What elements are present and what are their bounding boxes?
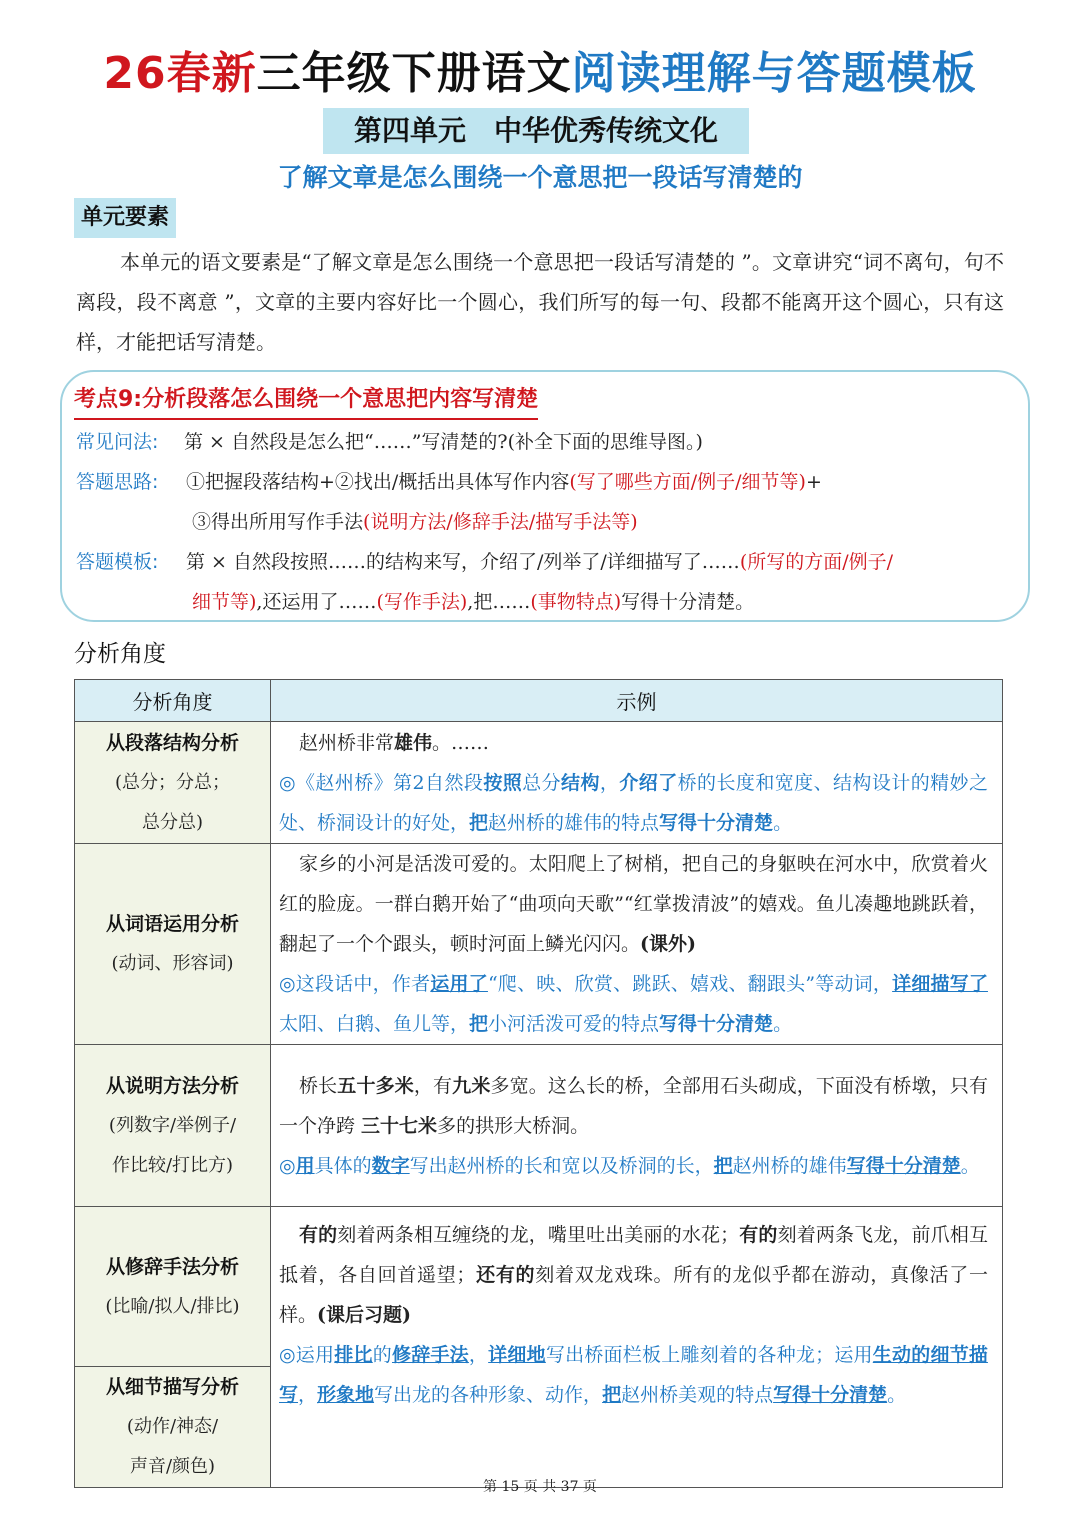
idea-plus: + — [805, 471, 822, 493]
angle-cell — [75, 844, 271, 1045]
table-row — [75, 722, 1003, 844]
angle-heading: 分析角度 — [74, 641, 166, 667]
section-label: 单元要素 — [74, 198, 176, 238]
angle-sub: (动词、形容词) — [111, 953, 234, 974]
template-note-red-4: (事物特点) — [530, 591, 622, 613]
angle-cell — [75, 1045, 271, 1207]
title-part-red: 26春新 — [103, 48, 257, 99]
angle-sub: (列数字/举例子/ — [108, 1114, 237, 1136]
example-cell — [271, 722, 1003, 844]
analysis-text: ◎用具体的数字写出赵州桥的长和宽以及桥洞的长，把赵州桥的雄伟写得十分清楚。 — [279, 1154, 980, 1177]
angle-sub: (比喻/拟人/排比) — [105, 1295, 240, 1317]
template-note-red-3: (写作手法) — [376, 591, 468, 613]
example-text: 家乡的小河是活泼可爱的。太阳爬上了树梢，把自己的身躯映在河水中，欣赏着火红的脸庞。一群白鹅开始了“曲项向天歌”“红掌拨清波”的嬉戏。鱼儿凑趣地跳跃着，翻起了一个个跟头，顿时河面上鳞光闪闪。(课外) — [279, 853, 988, 955]
template-note-red-2: 细节等) — [192, 591, 257, 613]
example-text: 有的刻着两条相互缠绕的龙，嘴里吐出美丽的水花；有的刻着两条飞龙，前爪相互抵着，各自回首遥望；还有的刻着双龙戏珠。所有的龙似乎都在游动，真像活了一样。(课后习题) — [279, 1224, 988, 1326]
template-line-2 — [192, 584, 754, 620]
angle-title: 从段落结构分析 — [105, 731, 239, 754]
analysis-table — [74, 679, 1003, 1488]
document-title — [0, 44, 1080, 104]
analysis-text: ◎运用排比的修辞手法，详细地写出桥面栏板上雕刻着的各种龙；运用生动的细节描写，形象地写出龙的各种形象、动作，把赵州桥美观的特点写得十分清楚。 — [279, 1344, 988, 1406]
angle-sub: (动作/神态/ — [126, 1416, 219, 1437]
angle-title: 从说明方法分析 — [105, 1074, 239, 1097]
idea-line-2 — [192, 504, 638, 540]
idea-line-1 — [186, 464, 822, 500]
question-label: 常见问法: — [76, 431, 159, 453]
angle-sub: 总分总) — [141, 811, 204, 833]
example-cell — [271, 1045, 1003, 1207]
example-text: 赵州桥非常雄伟。…… — [299, 731, 490, 754]
question-text: 第 × 自然段是怎么把“……”写清楚的?(补全下面的思维导图。) — [184, 431, 703, 453]
angle-sub: (总分；分总； — [114, 771, 231, 793]
example-text: 桥长五十多米，有九米多宽。这么长的桥，全部用石头砌成，下面没有桥墩，只有一个净跨 三十七米多的拱形大桥洞。 — [279, 1074, 988, 1137]
idea-steps: ①把握段落结构+②找出/概括出具体写作内容 — [186, 471, 570, 493]
title-part-blue: 阅读理解与答题模板 — [571, 48, 977, 99]
section-paragraph: 本单元的语文要素是“了解文章是怎么围绕一个意思把一段话写清楚的 ”。文章讲究“词不离句，句不离段，段不离意 ”，文章的主要内容好比一个圆心，我们所写的每一句、段都不能离开这个圆心，只有这样，才能把话写清楚。 — [76, 250, 1004, 354]
angle-title: 从词语运用分析 — [105, 913, 239, 935]
template-text-3: ,把…… — [467, 591, 531, 613]
header-example: 示例 — [271, 680, 1003, 722]
template-line-1 — [186, 544, 893, 580]
unit-title: 第四单元 中华优秀传统文化 — [323, 108, 749, 154]
analysis-text: ◎这段话中，作者运用了“爬、映、欣赏、跳跃、嬉戏、翻跟头”等动词，详细描写了太阳、白鹅、鱼儿等，把小河活泼可爱的特点写得十分清楚。 — [279, 973, 988, 1035]
page-footer: 第 15 页 共 37 页 — [483, 1479, 597, 1495]
table-header-row — [75, 680, 1003, 722]
angle-title: 从修辞手法分析 — [105, 1255, 239, 1278]
example-cell — [271, 844, 1003, 1045]
template-text: 第 × 自然段按照……的结构来写，介绍了/列举了/详细描写了…… — [186, 551, 740, 573]
analysis-text: ◎《赵州桥》第2自然段按照总分结构，介绍了桥的长度和宽度、结构设计的精妙之处、桥洞设计的好处，把赵州桥的雄伟的特点写得十分清楚。 — [279, 771, 988, 834]
angle-cell — [75, 722, 271, 844]
template-note-red: (所写的方面/例子/ — [739, 551, 894, 573]
angle-sub: 声音/颜色) — [129, 1456, 216, 1477]
idea-note-red: (写了哪些方面/例子/细节等) — [569, 471, 806, 493]
template-text-4: 写得十分清楚。 — [621, 591, 755, 613]
idea-label: 答题思路: — [76, 471, 159, 493]
title-part-black: 三年级下册语文 — [256, 48, 572, 99]
unit-subtitle: 了解文章是怎么围绕一个意思把一段话写清楚的 — [277, 163, 803, 192]
header-angle: 分析角度 — [75, 680, 271, 722]
idea-step-3: ③得出所用写作手法 — [192, 511, 364, 533]
idea-note-red-2: (说明方法/修辞手法/描写手法等) — [363, 511, 638, 533]
table-row — [75, 844, 1003, 1045]
template-label: 答题模板: — [76, 551, 159, 573]
angle-sub: 作比较/打比方) — [111, 1154, 234, 1176]
kaodian-title: 考点9:分析段落怎么围绕一个意思把内容写清楚 — [74, 382, 538, 420]
angle-title: 从细节描写分析 — [105, 1376, 239, 1398]
table-row — [75, 1045, 1003, 1207]
angle-cell — [75, 1207, 271, 1367]
template-text-2: ,还运用了…… — [256, 591, 377, 613]
angle-cell — [75, 1367, 271, 1488]
table-row — [75, 1207, 1003, 1367]
example-cell — [271, 1207, 1003, 1488]
